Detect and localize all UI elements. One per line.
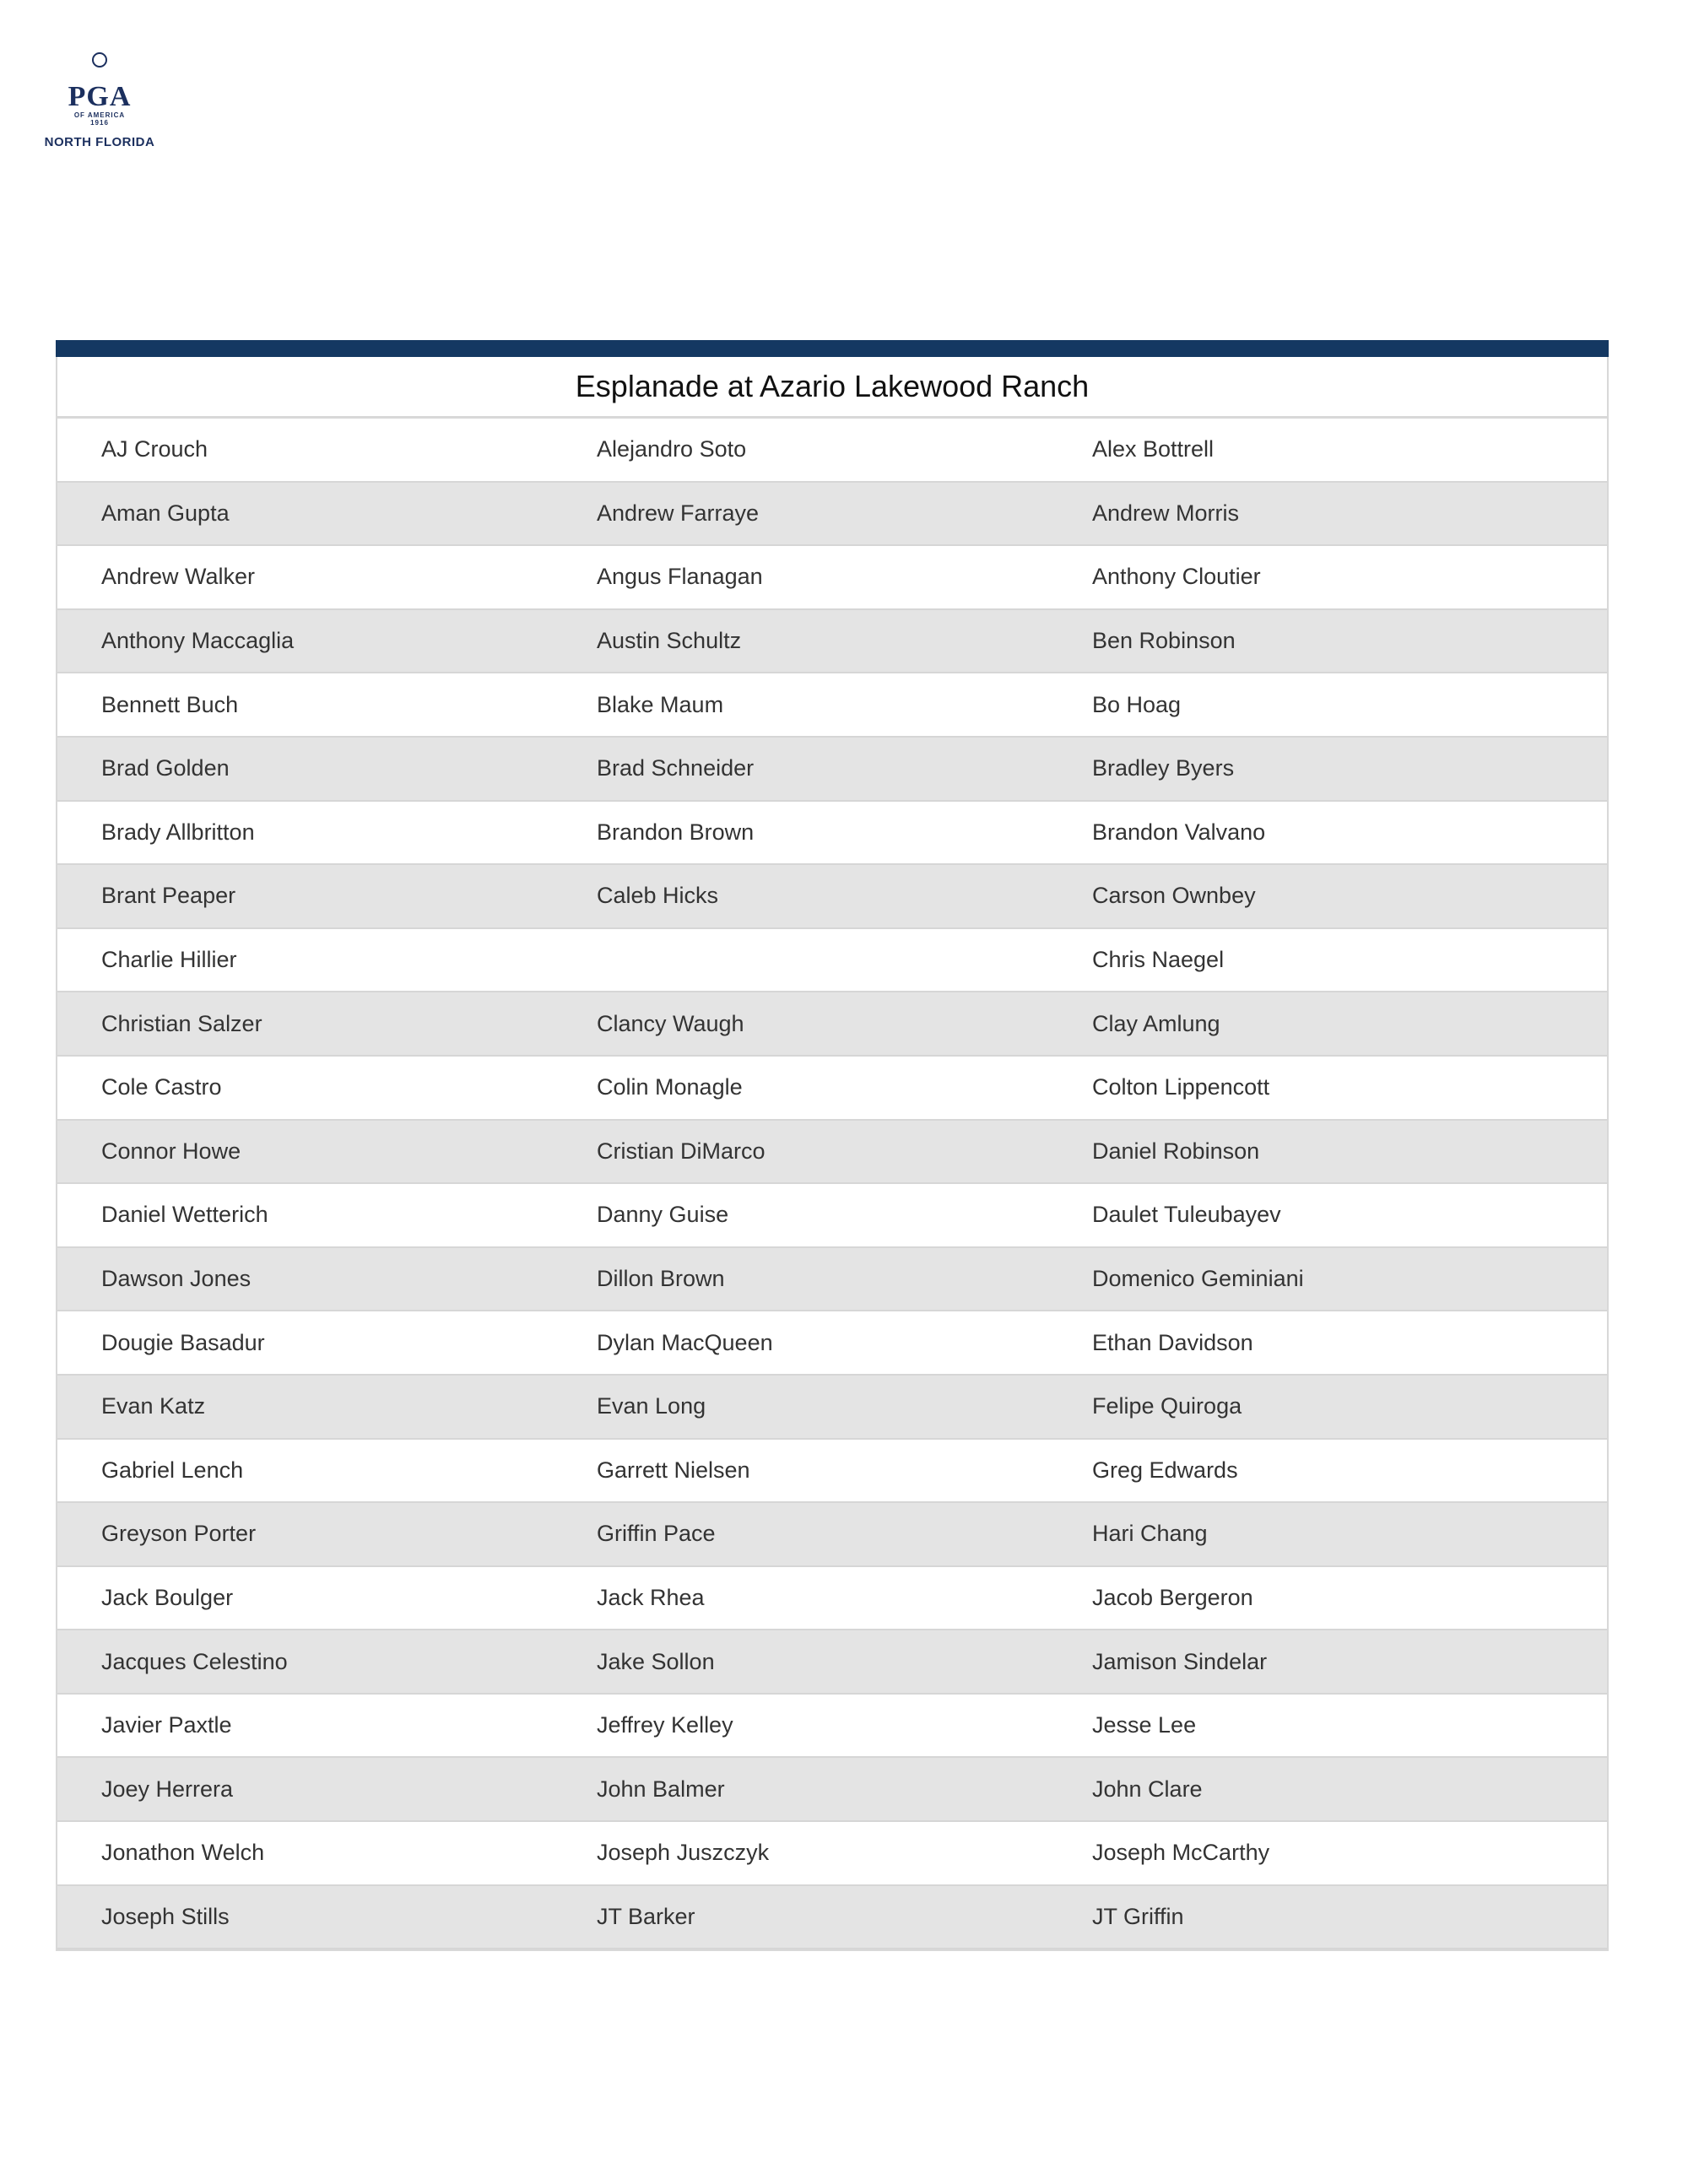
player-name: Evan Long bbox=[597, 1393, 706, 1419]
player-name: Dylan MacQueen bbox=[597, 1329, 773, 1355]
player-name: Connor Howe bbox=[101, 1138, 241, 1164]
table-row bbox=[57, 1184, 1607, 1248]
player-name: Brandon Brown bbox=[597, 819, 755, 845]
player-name: Dougie Basadur bbox=[101, 1329, 265, 1355]
player-name: Joey Herrera bbox=[101, 1776, 234, 1802]
table-row bbox=[57, 865, 1607, 929]
player-name: Danny Guise bbox=[597, 1202, 729, 1228]
player-name: JT Griffin bbox=[1092, 1903, 1184, 1929]
table-row bbox=[57, 1057, 1607, 1121]
player-name: Daulet Tuleubayev bbox=[1092, 1202, 1281, 1228]
player-name: Joseph Juszczyk bbox=[597, 1840, 770, 1866]
table-row bbox=[57, 1886, 1607, 1950]
player-name: Javier Paxtle bbox=[101, 1712, 232, 1738]
player-name: Daniel Robinson bbox=[1092, 1138, 1260, 1164]
table-row bbox=[57, 1503, 1607, 1567]
player-name: Caleb Hicks bbox=[597, 883, 719, 909]
player-name: Jack Boulger bbox=[101, 1584, 234, 1610]
player-name: Garrett Nielsen bbox=[597, 1457, 750, 1483]
table-row bbox=[57, 1248, 1607, 1312]
player-name: Jack Rhea bbox=[597, 1584, 705, 1610]
player-name: John Balmer bbox=[597, 1776, 725, 1802]
table-row bbox=[57, 1311, 1607, 1376]
player-name: Colin Monagle bbox=[597, 1074, 743, 1100]
player-name: Jacob Bergeron bbox=[1092, 1584, 1253, 1610]
table-row bbox=[57, 1822, 1607, 1886]
player-name: Dillon Brown bbox=[597, 1266, 725, 1292]
player-name: Daniel Wetterich bbox=[101, 1202, 268, 1228]
player-name: Brady Allbritton bbox=[101, 819, 255, 845]
table-body bbox=[57, 419, 1607, 1949]
player-name: Chris Naegel bbox=[1092, 947, 1225, 973]
header-bar bbox=[56, 340, 1609, 357]
player-name: Austin Schultz bbox=[597, 628, 742, 654]
player-name: Andrew Morris bbox=[1092, 500, 1240, 526]
player-name: Jonathon Welch bbox=[101, 1840, 265, 1866]
logo-region: NORTH FLORIDA bbox=[44, 135, 155, 149]
player-name: Alejandro Soto bbox=[597, 436, 747, 462]
player-name: Anthony Maccaglia bbox=[101, 628, 295, 654]
player-name: Jamison Sindelar bbox=[1092, 1648, 1268, 1674]
player-name: Christian Salzer bbox=[101, 1010, 262, 1036]
player-name: Bennett Buch bbox=[101, 691, 239, 717]
player-name: Brant Peaper bbox=[101, 883, 236, 909]
player-name: Alex Bottrell bbox=[1092, 436, 1215, 462]
player-name: Cristian DiMarco bbox=[597, 1138, 766, 1164]
table-row bbox=[57, 992, 1607, 1057]
player-name: Felipe Quiroga bbox=[1092, 1393, 1242, 1419]
player-name: Brandon Valvano bbox=[1092, 819, 1266, 845]
player-name: Brad Schneider bbox=[597, 755, 755, 781]
table-row bbox=[57, 673, 1607, 738]
table-row bbox=[57, 546, 1607, 610]
player-name: Ethan Davidson bbox=[1092, 1329, 1253, 1355]
player-name: Griffin Pace bbox=[597, 1521, 716, 1547]
logo-year: 1916 bbox=[90, 119, 109, 127]
player-name: Dawson Jones bbox=[101, 1266, 252, 1292]
player-table bbox=[56, 340, 1609, 1951]
player-name: John Clare bbox=[1092, 1776, 1203, 1802]
player-name: Greg Edwards bbox=[1092, 1457, 1238, 1483]
player-name: JT Barker bbox=[597, 1903, 695, 1929]
table-row bbox=[57, 1630, 1607, 1695]
player-name: Brad Golden bbox=[101, 755, 230, 781]
table-row bbox=[57, 1376, 1607, 1440]
player-name: Blake Maum bbox=[597, 691, 724, 717]
player-name: Jeffrey Kelley bbox=[597, 1712, 733, 1738]
table-row bbox=[57, 1695, 1607, 1759]
player-name: Andrew Walker bbox=[101, 564, 256, 590]
player-name: Joseph McCarthy bbox=[1092, 1840, 1270, 1866]
player-name: Jacques Celestino bbox=[101, 1648, 288, 1674]
player-name: Bo Hoag bbox=[1092, 691, 1182, 717]
player-name: Carson Ownbey bbox=[1092, 883, 1256, 909]
player-name: Anthony Cloutier bbox=[1092, 564, 1261, 590]
player-name: Clay Amlung bbox=[1092, 1010, 1220, 1036]
player-name: AJ Crouch bbox=[101, 436, 208, 462]
player-name: Greyson Porter bbox=[101, 1521, 257, 1547]
player-name: Jesse Lee bbox=[1092, 1712, 1197, 1738]
player-name: Gabriel Lench bbox=[101, 1457, 244, 1483]
table-row bbox=[57, 802, 1607, 866]
golf-ball-icon bbox=[92, 52, 107, 68]
table-row bbox=[57, 610, 1607, 674]
table-title: Esplanade at Azario Lakewood Ranch bbox=[57, 357, 1607, 419]
player-name: Bradley Byers bbox=[1092, 755, 1235, 781]
table-row bbox=[57, 483, 1607, 547]
player-name: Charlie Hillier bbox=[101, 947, 237, 973]
table-row bbox=[57, 419, 1607, 483]
table-row bbox=[57, 1567, 1607, 1631]
pga-north-florida-logo bbox=[41, 52, 159, 149]
player-name: Andrew Farraye bbox=[597, 500, 760, 526]
player-name: Jake Sollon bbox=[597, 1648, 715, 1674]
player-name: Ben Robinson bbox=[1092, 628, 1236, 654]
player-name: Domenico Geminiani bbox=[1092, 1266, 1304, 1292]
table-row bbox=[57, 1440, 1607, 1504]
logo-name: PGA bbox=[68, 81, 132, 112]
player-name: Colton Lippencott bbox=[1092, 1074, 1270, 1100]
table-row bbox=[57, 738, 1607, 802]
player-name: Evan Katz bbox=[101, 1393, 206, 1419]
table-row bbox=[57, 1121, 1607, 1185]
logo-subtitle: OF AMERICA bbox=[73, 111, 126, 119]
table-row bbox=[57, 929, 1607, 993]
player-name: Aman Gupta bbox=[101, 500, 230, 526]
player-name: Cole Castro bbox=[101, 1074, 222, 1100]
player-name: Hari Chang bbox=[1092, 1521, 1208, 1547]
player-name: Angus Flanagan bbox=[597, 564, 763, 590]
player-name: Clancy Waugh bbox=[597, 1010, 744, 1036]
table-row bbox=[57, 1758, 1607, 1822]
player-name: Joseph Stills bbox=[101, 1903, 230, 1929]
